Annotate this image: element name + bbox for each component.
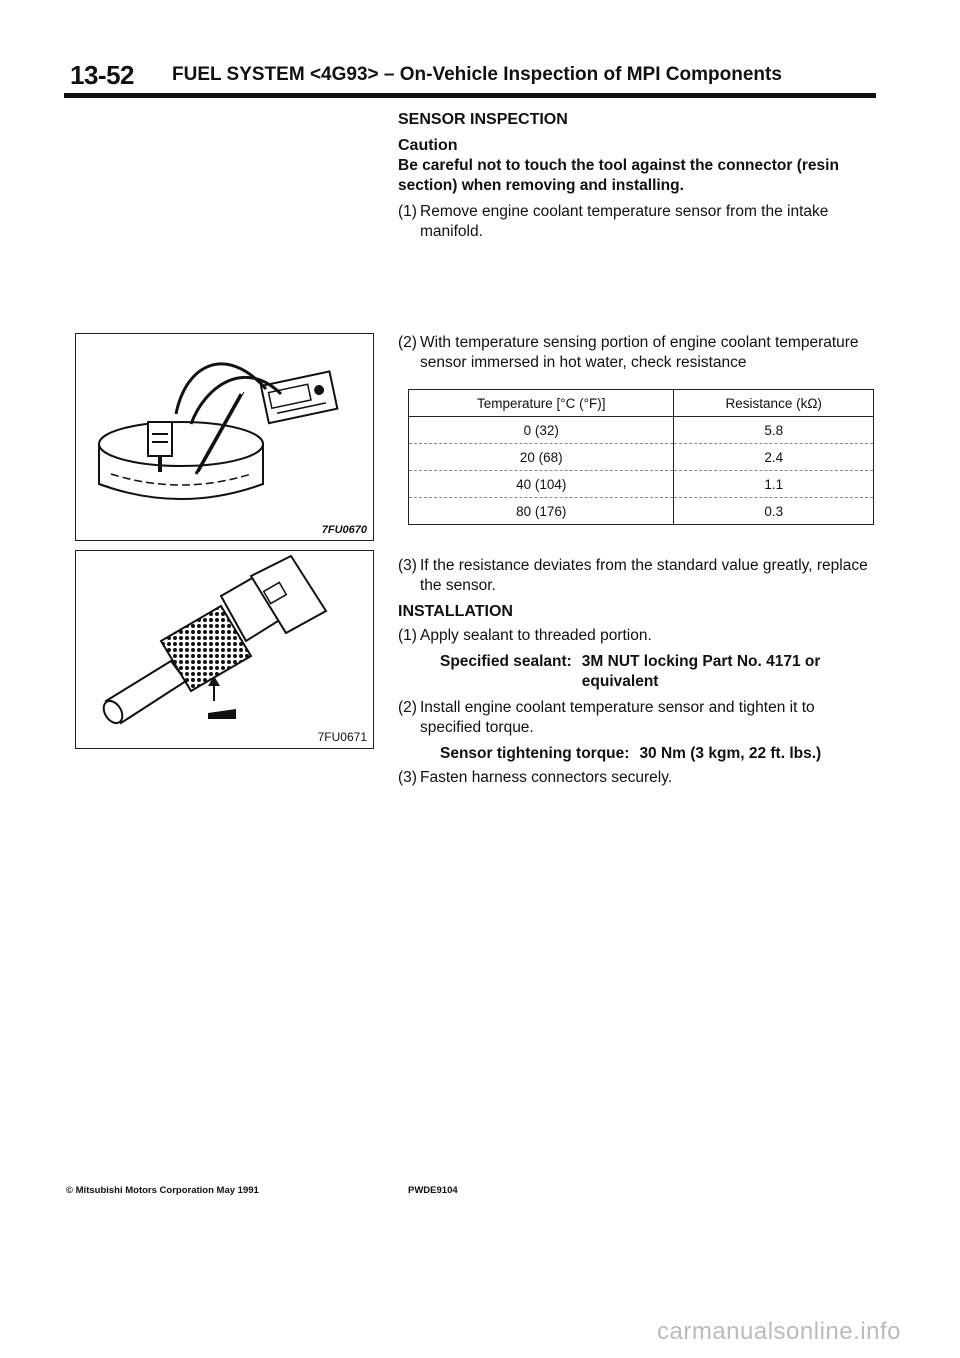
caution-label: Caution <box>398 137 458 154</box>
cell-temperature: 40 (104) <box>409 471 674 498</box>
watermark-text: carmanualsonline.info <box>657 1318 901 1345</box>
table-row <box>409 417 874 444</box>
cell-resistance: 1.1 <box>674 471 874 498</box>
sensor-water-illustration <box>76 334 373 540</box>
step-text: Apply sealant to threaded portion. <box>420 627 652 644</box>
step-text: Fasten harness connectors securely. <box>420 769 673 786</box>
cell-resistance: 0.3 <box>674 498 874 525</box>
step-number: (3) <box>398 557 417 574</box>
caution-text: Be careful not to touch the tool against the connector (resin section) when removing and installing. <box>398 157 839 194</box>
table-row <box>409 498 874 525</box>
table-row <box>409 471 874 498</box>
sensor-check-section <box>398 333 876 373</box>
sensor-inspection-section <box>398 110 876 242</box>
header-rule <box>64 93 876 98</box>
resistance-table <box>408 389 874 525</box>
step-number: (2) <box>398 334 417 351</box>
step-item <box>398 556 876 596</box>
column-header-temperature: Temperature [°C (°F)] <box>409 390 674 417</box>
table-row <box>409 444 874 471</box>
step-number: (1) <box>398 203 417 220</box>
sealant-label: Specified sealant: <box>440 653 572 670</box>
step-item <box>398 333 876 373</box>
step-item <box>398 698 876 738</box>
step-text: If the resistance deviates from the standard value greatly, replace the sensor. <box>420 557 868 594</box>
section-heading: SENSOR INSPECTION <box>398 111 568 128</box>
page-number: 13-52 <box>70 60 134 90</box>
sensor-sealant-illustration <box>76 551 373 748</box>
step-number: (3) <box>398 769 417 786</box>
sealant-spec <box>398 652 876 692</box>
sealant-value: 3M NUT locking Part No. 4171 or equivalent <box>581 653 821 690</box>
step-text: Remove engine coolant temperature sensor from the intake manifold. <box>420 203 829 240</box>
footer-code: PWDE9104 <box>408 1185 458 1196</box>
figure-id: 7FU0671 <box>317 730 367 744</box>
step-text: With temperature sensing portion of engine coolant temperature sensor immersed in hot water, check resistance <box>420 334 859 371</box>
cell-temperature: 0 (32) <box>409 417 674 444</box>
installation-heading: INSTALLATION <box>398 603 513 620</box>
footer-copyright: © Mitsubishi Motors Corporation May 1991 <box>66 1185 259 1196</box>
torque-value: 30 Nm (3 kgm, 22 ft. lbs.) <box>639 745 822 762</box>
step-text: Install engine coolant temperature sensor and tighten it to specified torque. <box>420 699 815 736</box>
torque-label: Sensor tightening torque: <box>440 745 630 762</box>
step-item <box>398 202 876 242</box>
column-header-resistance: Resistance (kΩ) <box>674 390 874 417</box>
step-number: (1) <box>398 627 417 644</box>
figure-sensor-sealant <box>75 550 374 749</box>
resistance-table-wrapper <box>408 389 874 525</box>
step-number: (2) <box>398 699 417 716</box>
table-header-row <box>409 390 874 417</box>
torque-spec <box>398 744 876 764</box>
replace-and-installation-section <box>398 556 876 788</box>
figure-sensor-in-water <box>75 333 374 541</box>
page-title: FUEL SYSTEM <4G93> – On-Vehicle Inspection of MPI Components <box>172 64 782 85</box>
figure-id: 7FU0670 <box>321 524 367 536</box>
cell-resistance: 5.8 <box>674 417 874 444</box>
cell-temperature: 80 (176) <box>409 498 674 525</box>
cell-temperature: 20 (68) <box>409 444 674 471</box>
cell-resistance: 2.4 <box>674 444 874 471</box>
step-item <box>398 626 876 646</box>
step-item <box>398 768 876 788</box>
